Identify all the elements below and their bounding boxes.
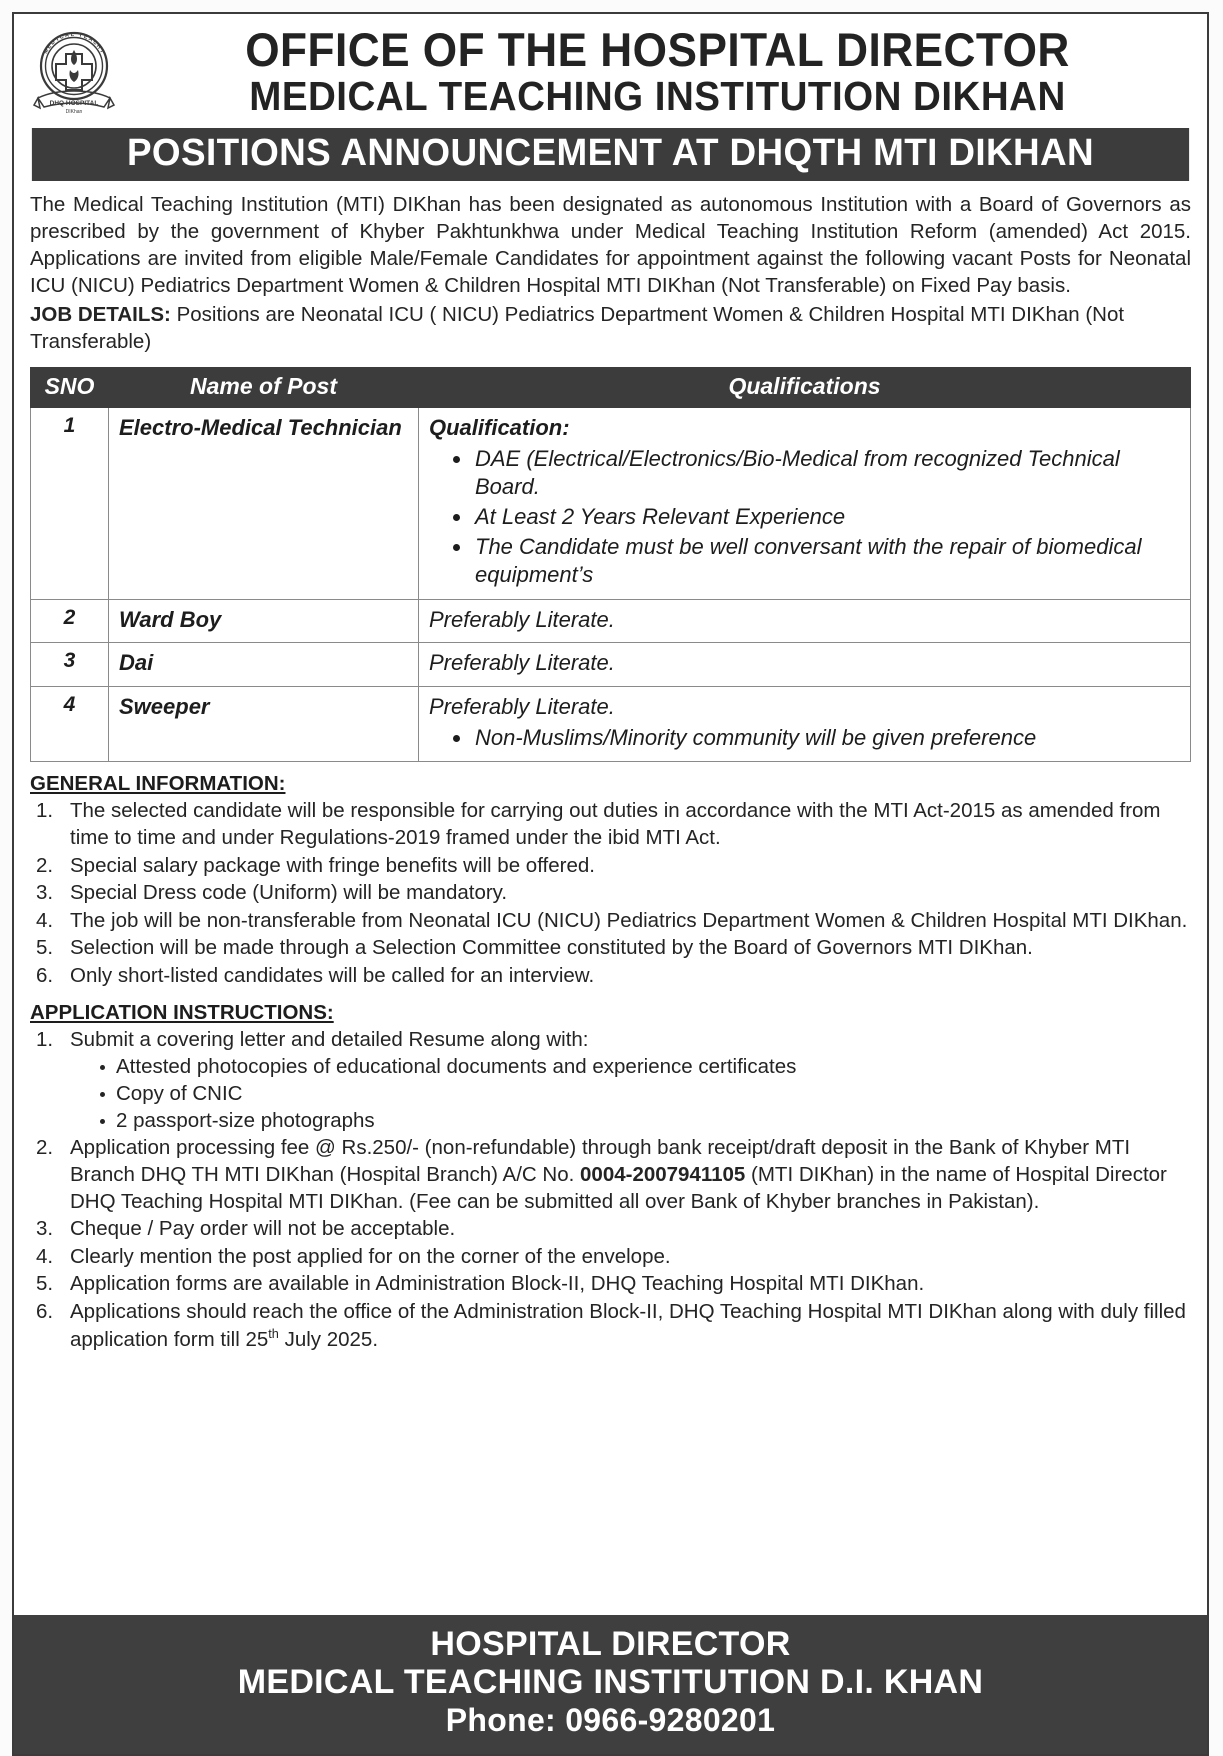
general-information-heading: GENERAL INFORMATION: bbox=[30, 772, 286, 796]
row-qualifications bbox=[419, 687, 1191, 762]
mti-dikhan-crest-logo bbox=[22, 20, 126, 124]
list-item-number: 5. bbox=[36, 1272, 54, 1296]
svg-text:E: E bbox=[82, 33, 89, 41]
row-post-name: Electro-Medical Technician bbox=[109, 408, 419, 600]
list-item-text bbox=[70, 1299, 1191, 1353]
list-item bbox=[30, 1244, 1191, 1271]
sub-list-item: 2 passport-size photographs bbox=[98, 1108, 1191, 1135]
row-sno: 1 bbox=[31, 408, 109, 600]
qualification-lead: Qualification: bbox=[429, 415, 570, 441]
fee-text-before: Application processing fee @ Rs.250/- (non-refundable) through bank receipt/draft deposit in the Bank of Khyber MTI Branch DHQ TH MTI DIKhan (Hospital Branch) A/C No. bbox=[70, 1136, 1131, 1186]
footer-line-hospital-director: HOSPITAL DIRECTOR bbox=[430, 1625, 791, 1664]
sub-list-item: Copy of CNIC bbox=[98, 1081, 1191, 1108]
list-item-number: 3. bbox=[36, 881, 54, 905]
svg-text:T: T bbox=[78, 32, 83, 39]
list-item bbox=[30, 1299, 1191, 1353]
qualification-bullet: The Candidate must be well conversant with the repair of biomedical equipment’s bbox=[475, 533, 1182, 590]
deadline-text-before: Applications should reach the office of the Administration Block-II, DHQ Teaching Hospital MTI DIKhan along with duly filled application form till 25 bbox=[70, 1300, 1186, 1351]
row-post-name: Sweeper bbox=[109, 687, 419, 762]
qualification-bullet-list bbox=[429, 724, 1182, 753]
svg-text:C: C bbox=[58, 33, 65, 42]
general-information-list bbox=[30, 798, 1191, 989]
job-details-line bbox=[30, 301, 1191, 355]
list-item bbox=[30, 935, 1191, 962]
list-item bbox=[30, 1216, 1191, 1243]
svg-text:M: M bbox=[42, 47, 51, 55]
qualification-lead: Preferably Literate. bbox=[429, 694, 615, 720]
svg-text:A: A bbox=[64, 32, 70, 40]
qualification-bullet: DAE (Electrical/Electronics/Bio-Medical from recognized Technical Board. bbox=[475, 445, 1182, 502]
table-row bbox=[31, 599, 1191, 643]
list-item-number: 6. bbox=[36, 964, 54, 988]
document-body bbox=[14, 181, 1207, 1615]
svg-text:D: D bbox=[49, 39, 57, 47]
list-item bbox=[30, 798, 1191, 851]
positions-announcement-banner: POSITIONS ANNOUNCEMENT AT DHQTH MTI DIKHAN bbox=[32, 128, 1189, 181]
list-item bbox=[30, 880, 1191, 907]
row-post-name: Dai bbox=[109, 643, 419, 687]
list-item-text: Submit a covering letter and detailed Resume along with: bbox=[70, 1027, 589, 1051]
row-sno: 2 bbox=[31, 599, 109, 643]
office-title-line1: OFFICE OF THE HOSPITAL DIRECTOR bbox=[245, 23, 1070, 77]
application-sub-list bbox=[70, 1054, 1191, 1134]
fee-text-after: (MTI DIKhan) in the name of Hospital Director DHQ Teaching Hospital MTI DIKhan. (Fee can be submitted all over Bank of Khyber branches in Pakistan). bbox=[70, 1162, 1167, 1213]
list-item-text: Cheque / Pay order will not be acceptable. bbox=[70, 1217, 456, 1241]
svg-text:E: E bbox=[46, 43, 54, 51]
list-item-number: 6. bbox=[36, 1300, 54, 1324]
list-item bbox=[30, 1027, 1191, 1135]
list-item-text: Clearly mention the post applied for on the corner of the envelope. bbox=[70, 1244, 671, 1268]
svg-text:DIKhan: DIKhan bbox=[65, 109, 83, 115]
table-row bbox=[31, 643, 1191, 687]
table-header-row bbox=[31, 368, 1191, 408]
row-qualifications bbox=[419, 599, 1191, 643]
footer-line-phone: Phone: 0966-9280201 bbox=[445, 1702, 776, 1739]
list-item-text: Application forms are available in Administration Block-II, DHQ Teaching Hospital MTI DIKhan. bbox=[70, 1272, 925, 1296]
list-item-text: Special salary package with fringe benefits will be offered. bbox=[70, 853, 595, 877]
list-item-number: 4. bbox=[36, 1244, 54, 1268]
svg-text:DHQ HOSPITAL: DHQ HOSPITAL bbox=[49, 100, 99, 107]
qualification-lead: Preferably Literate. bbox=[429, 606, 615, 632]
intro-paragraph: The Medical Teaching Institution (MTI) DIKhan has been designated as autonomous Institution with a Board of Governors as prescribed by the government of Khyber Pakhtunkhwa under Medical Teaching Institution Reform (amended) Act 2015. Applications are invited from eligible Male/Female Candidates for appointment against the following vacant Posts for Neonatal ICU (NICU) Pediatrics Department Women & Children Hospital MTI DIKhan (Not Transferable) on Fixed Pay basis. bbox=[30, 193, 1191, 298]
list-item-number: 1. bbox=[36, 1027, 54, 1051]
svg-text:H: H bbox=[94, 43, 103, 51]
list-item bbox=[30, 1135, 1191, 1215]
row-post-name: Ward Boy bbox=[109, 599, 419, 643]
table-row bbox=[31, 408, 1191, 600]
list-item-number: 2. bbox=[36, 853, 54, 877]
ordinal-suffix: th bbox=[268, 1325, 279, 1341]
list-item-text: The selected candidate will be responsible for carrying out duties in accordance with the MTI Act-2015 as amended from time to time and under Regulations-2019 framed under the ibid MTI Act. bbox=[70, 799, 1161, 849]
list-item-number: 3. bbox=[36, 1217, 54, 1241]
svg-text:L: L bbox=[70, 31, 75, 39]
list-item-text: The job will be non-transferable from Neonatal ICU (NICU) Pediatrics Department Women & Children Hospital MTI DIKhan. bbox=[70, 908, 1188, 932]
svg-text:I: I bbox=[55, 36, 60, 43]
job-details-value: Positions are Neonatal ICU ( NICU) Pediatrics Department Women & Children Hospital MTI DIKhan (Not Transferable) bbox=[30, 303, 1125, 354]
column-header-name-of-post: Name of Post bbox=[109, 368, 419, 408]
list-item bbox=[30, 963, 1191, 990]
row-sno: 3 bbox=[31, 643, 109, 687]
office-title-line2: MEDICAL TEACHING INSTITUTION DIKHAN bbox=[249, 73, 1066, 120]
list-item-number: 1. bbox=[36, 799, 54, 823]
row-qualifications bbox=[419, 643, 1191, 687]
svg-text:C: C bbox=[91, 39, 99, 47]
list-item-number: 2. bbox=[36, 1136, 54, 1160]
column-header-sno: SNO bbox=[31, 368, 109, 408]
list-item bbox=[30, 1271, 1191, 1298]
document-frame bbox=[12, 12, 1209, 1756]
qualification-bullet-list bbox=[429, 445, 1182, 590]
list-item-text: Selection will be made through a Selection Committee constituted by the Board of Governors MTI DIKhan. bbox=[70, 936, 1033, 960]
list-item-text bbox=[70, 1135, 1191, 1215]
masthead bbox=[14, 14, 1207, 128]
list-item bbox=[30, 908, 1191, 935]
application-instructions-heading: APPLICATION INSTRUCTIONS: bbox=[30, 1000, 334, 1024]
column-header-qualifications: Qualifications bbox=[419, 368, 1191, 408]
bank-account-number: 0004-2007941105 bbox=[580, 1162, 746, 1186]
row-sno: 4 bbox=[31, 687, 109, 762]
qualification-bullet: At Least 2 Years Relevant Experience bbox=[475, 503, 1182, 532]
list-item-number: 5. bbox=[36, 936, 54, 960]
table-row bbox=[31, 687, 1191, 762]
footer-signature-block bbox=[14, 1615, 1207, 1754]
list-item-number: 4. bbox=[36, 908, 54, 932]
list-item bbox=[30, 853, 1191, 880]
application-instructions-list bbox=[30, 1027, 1191, 1354]
row-qualifications bbox=[419, 408, 1191, 600]
posts-table bbox=[30, 367, 1191, 762]
list-item-text: Only short-listed candidates will be called for an interview. bbox=[70, 964, 595, 988]
footer-line-institution: MEDICAL TEACHING INSTITUTION D.I. KHAN bbox=[237, 1663, 984, 1702]
job-details-label: JOB DETAILS: bbox=[30, 303, 171, 327]
svg-text:I: I bbox=[98, 49, 105, 54]
masthead-title-block bbox=[126, 23, 1197, 120]
deadline-text-after: July 2025. bbox=[278, 1327, 379, 1351]
svg-text:A: A bbox=[87, 36, 94, 44]
sub-list-item: Attested photocopies of educational documents and experience certificates bbox=[98, 1054, 1191, 1081]
qualification-bullet: Non-Muslims/Minority community will be given preference bbox=[475, 724, 1182, 753]
qualification-lead: Preferably Literate. bbox=[429, 650, 615, 676]
list-item-text: Special Dress code (Uniform) will be mandatory. bbox=[70, 881, 508, 905]
